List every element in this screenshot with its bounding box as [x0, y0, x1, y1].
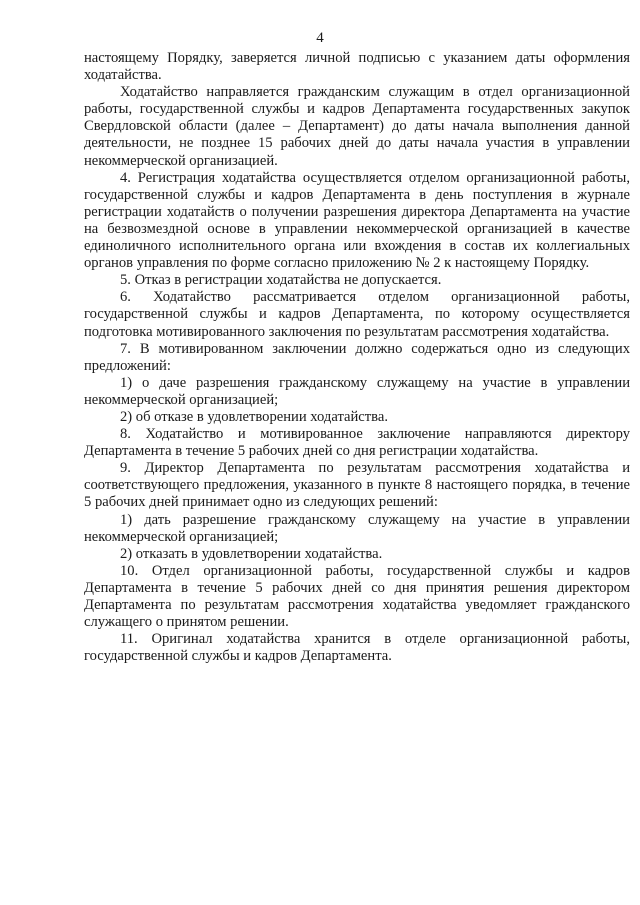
- paragraph-petition-submission: Ходатайство направляется гражданским служащим в отдел организационной работы, государственной службы и кадров Департамента государственных закупок Свердловской области (далее – Департамент) до даты начала выполнения данной деятельности, не позднее 15 рабочих дней до даты начала участия в управлении некоммерческой организацией.: [84, 84, 630, 169]
- paragraph-item-11: 11. Оригинал ходатайства хранится в отделе организационной работы, государственной службы и кадров Департамента.: [84, 631, 630, 665]
- paragraph-item-9: 9. Директор Департамента по результатам рассмотрения ходатайства и соответствующего предложения, указанного в пункте 8 настоящего порядка, в течение 5 рабочих дней принимает одно из следующих решений:: [84, 460, 630, 511]
- paragraph-item-8: 8. Ходатайство и мотивированное заключение направляются директору Департамента в течение 5 рабочих дней со дня регистрации ходатайства.: [84, 426, 630, 460]
- paragraph-item-6: 6. Ходатайство рассматривается отделом организационной работы, государственной службы и кадров Департамента, по которому осуществляется подготовка мотивированного заключения по результатам рассмотрения ходатайства.: [84, 289, 630, 340]
- paragraph-item-7-sub-2: 2) об отказе в удовлетворении ходатайства.: [120, 408, 388, 425]
- paragraph-item-9-sub-2: 2) отказать в удовлетворении ходатайства.: [120, 545, 383, 562]
- paragraph-item-5: 5. Отказ в регистрации ходатайства не допускается.: [120, 272, 442, 289]
- page-number: 4: [316, 30, 324, 46]
- paragraph-item-10: 10. Отдел организационной работы, государственной службы и кадров Департамента в течение 5 рабочих дней со дня принятия решения директором Департамента по результатам рассмотрения ходатайства уведомляет гражданского служащего о принятом решении.: [84, 562, 630, 631]
- paragraph-item-7-sub-1: 1) о даче разрешения гражданскому служащему на участие в управлении некоммерческой организацией;: [84, 374, 630, 408]
- document-body: [84, 50, 630, 665]
- paragraph-item-4: 4. Регистрация ходатайства осуществляется отделом организационной работы, государственной службы и кадров Департамента в день поступления в журнале регистрации ходатайств о получении разрешения директора Департамента на участие на безвозмездной основе в управлении некоммерческой организацией в качестве единоличного исполнительного органа или вхождения в состав их коллегиальных органов управления по форме согласно приложению № 2 к настоящему Порядку.: [84, 169, 630, 272]
- paragraph-item-9-sub-1: 1) дать разрешение гражданскому служащему на участие в управлении некоммерческой организацией;: [84, 511, 630, 545]
- paragraph-item-7: 7. В мотивированном заключении должно содержаться одно из следующих предложений:: [84, 340, 630, 374]
- paragraph-continuation: настоящему Порядку, заверяется личной подписью с указанием даты оформления ходатайства.: [84, 50, 630, 84]
